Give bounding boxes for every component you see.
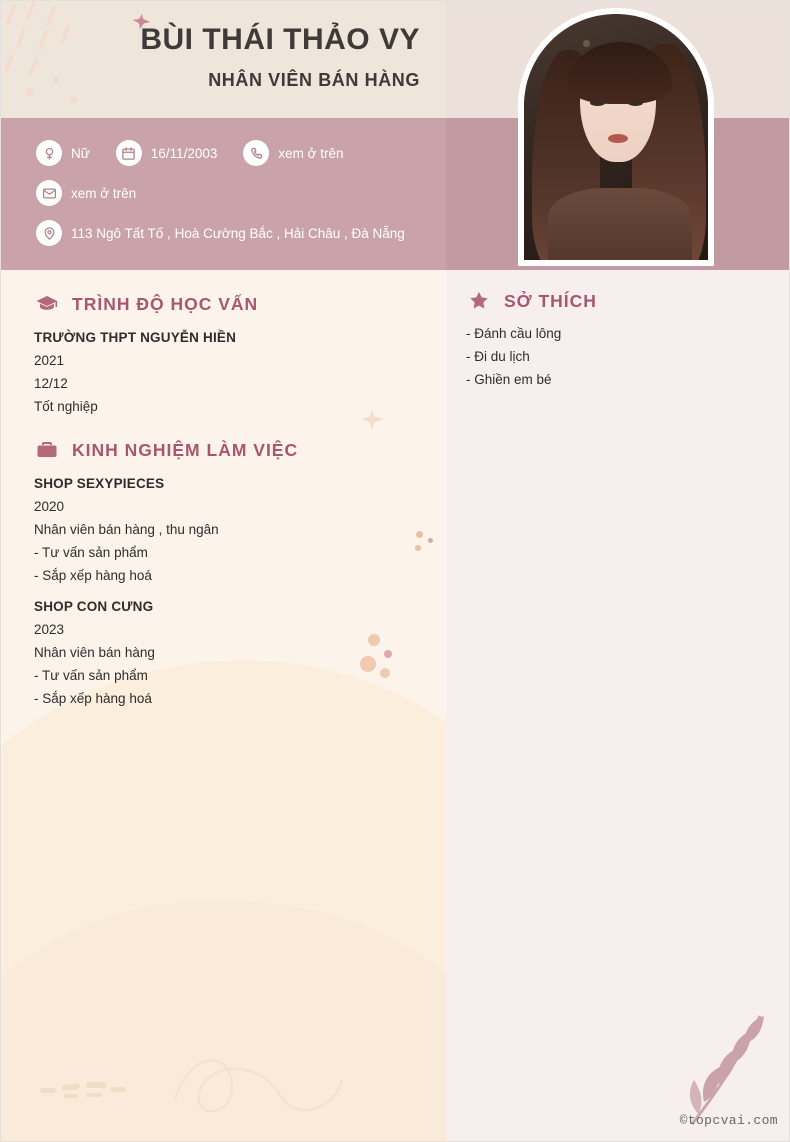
birthday-value: 16/11/2003 [150, 145, 218, 161]
photo-eye-right [628, 100, 643, 106]
avatar [524, 14, 708, 260]
dot-decoration [360, 656, 376, 672]
dot-decoration [384, 650, 392, 658]
contact-phone [243, 140, 343, 166]
dashes-decoration [40, 1078, 140, 1100]
calendar-icon [116, 140, 142, 166]
watermark: ©topcvai.com [679, 1113, 778, 1128]
branch-decoration [674, 1006, 784, 1126]
page-title: BÙI THÁI THẢO VY [140, 23, 420, 56]
experience-entry [34, 599, 424, 706]
section-experience [34, 438, 424, 722]
squiggle-decoration [170, 1040, 350, 1130]
contact-email [36, 180, 136, 206]
dot-decoration [415, 545, 421, 551]
experience-role: Nhân viên bán hàng [34, 645, 155, 660]
contact-address [36, 220, 405, 246]
experience-title: KINH NGHIỆM LÀM VIỆC [72, 439, 299, 460]
contact-birthday [116, 140, 218, 166]
contact-gender [36, 140, 90, 166]
profile-photo-frame [518, 8, 714, 266]
email-value: xem ở trên [71, 185, 137, 201]
education-year: 2021 [34, 353, 65, 368]
experience-year: 2023 [34, 622, 65, 637]
experience-task: - Sắp xếp hàng hoá [34, 691, 152, 706]
email-icon [36, 180, 62, 206]
education-header [34, 292, 424, 316]
dot-decoration [380, 668, 390, 678]
experience-task: - Tư vấn sản phẩm [34, 545, 148, 560]
experience-task: - Tư vấn sản phẩm [34, 668, 148, 683]
contact-row-1 [36, 140, 370, 166]
section-hobbies [466, 290, 766, 395]
hobby-item: - Ghiền em bé [466, 372, 552, 387]
experience-company: SHOP SEXYPIECES [34, 476, 165, 491]
dot-decoration [428, 538, 433, 543]
briefcase-icon [34, 438, 60, 462]
hobby-item: - Đi du lịch [466, 349, 530, 364]
photo-body [548, 188, 692, 260]
star-badge-icon [466, 290, 492, 312]
contact-row-2 [36, 180, 162, 206]
education-status: Tốt nghiệp [34, 399, 98, 414]
contact-row-3 [36, 220, 431, 246]
name-block [0, 22, 420, 91]
photo-lips [608, 134, 628, 143]
education-grade: 12/12 [34, 376, 68, 391]
address-value: 113 Ngô Tất Tố , Hoà Cường Bắc , Hải Châu , Đà Nẵng [71, 225, 405, 241]
experience-role: Nhân viên bán hàng , thu ngân [34, 522, 219, 537]
phone-value: xem ở trên [278, 145, 344, 161]
education-school: TRƯỜNG THPT NGUYỄN HIỀN [34, 330, 237, 345]
experience-entry [34, 476, 424, 583]
hobby-item: - Đánh cầu lông [466, 326, 562, 341]
gender-icon [36, 140, 62, 166]
experience-year: 2020 [34, 499, 65, 514]
phone-icon [243, 140, 269, 166]
experience-task: - Sắp xếp hàng hoá [34, 568, 152, 583]
hobbies-title: SỞ THÍCH [504, 290, 597, 311]
star-decoration [354, 406, 387, 445]
graduation-cap-icon [34, 292, 60, 316]
location-pin-icon [36, 220, 62, 246]
hobbies-header [466, 290, 766, 312]
job-title: NHÂN VIÊN BÁN HÀNG [208, 70, 420, 90]
gender-value: Nữ [71, 145, 90, 161]
experience-company: SHOP CON CƯNG [34, 599, 154, 614]
education-entry [34, 330, 424, 414]
dot-decoration [416, 531, 423, 538]
dot-decoration [368, 634, 380, 646]
education-title: TRÌNH ĐỘ HỌC VẤN [72, 293, 259, 314]
photo-eye-left [590, 100, 605, 106]
